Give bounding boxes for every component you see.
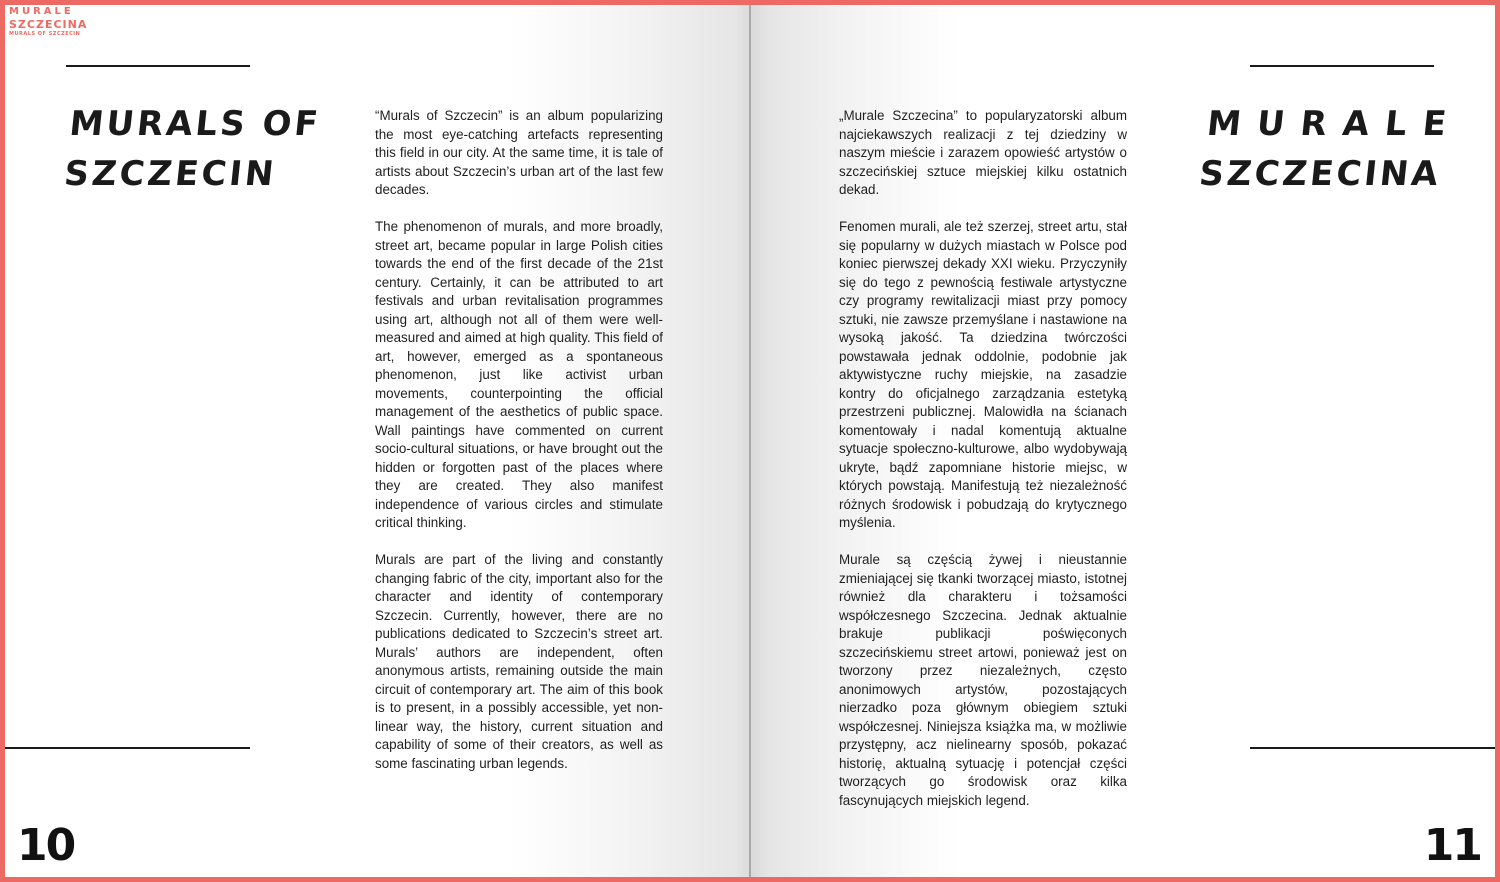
bottom-divider-right [1250,747,1495,749]
right-page [750,5,1495,877]
right-title-line-2: SZCZECINA [1196,154,1443,194]
page-number-left: 10 [17,820,75,871]
right-page-title [1196,99,1464,199]
book-spread [5,5,1495,877]
left-page-title [62,99,324,199]
right-paragraph-3: Murale są częścią żywej i nieustannie zmieniającej się tkanki tworzącej miasto, istotnej również dla charakteru i tożsamości współczesnego Szczecina. Jednak aktualnie brakuje publikacji poświęconych szczecińskiemu street artowi, ponieważ jest on tworzony przez niezależnych, często anonimowych artystów, pozostających nierzadko poza głównym obiegiem sztuki współczesnej. Niniejsza książka ma, w możliwie przystępny, acz nielinearny sposób, pokazać historię, aktualną sytuację i potencjał części tworzących go środowisk oraz kilka fascynujących miejskich legend. [839,552,1127,808]
right-paragraph-2: Fenomen murali, ale też szerzej, street artu, stał się popularny w dużych miastach w Polsce pod koniec pierwszej dekady XXI wieku. Przyczyniły się do tego z pewnością festiwale artystyczne czy programy rewitalizacji miast przy pomocy sztuki, nie zawsze przemyślane i nastawione na wysoką jakość. Ta dziedzina twórczości powstawała jednak oddolnie, podobnie jak aktywistyczne ruchy miejskie, na zasadzie kontry do oficjalnego zarządzania estetyką przestrzeni publicznej. Malowidła na ścianach komentowały i nadal komentują aktualne sytuacje społeczno-kulturowe, albo wydobywają ukryte, bądź zapomniane historie miejsc, w których powstają. Manifestują też niezależność różnych środowisk i pobudzają do krytycznego myślenia. [839,219,1127,530]
left-title-line-2: SZCZECIN [62,154,279,194]
top-divider-left [66,65,250,67]
page-number-right: 11 [1423,820,1481,871]
logo-line-2: SZCZECINA [9,18,88,31]
left-text-column [375,107,663,792]
logo-line-1: MURALE [9,6,74,17]
left-paragraph-3: Murals are part of the living and constantly changing fabric of the city, important also for the character and identity of contemporary Szczecin. Currently, however, there are no publications dedicated to Szczecin’s street art. Murals’ authors are independent, often anonymous artists, remaining outside the main circuit of contemporary art. The aim of this book is to present, in a possibly accessible, yet non-linear way, the history, current situation and capability of some of their creators, as well as some fascinating urban legends. [375,552,663,771]
right-title-line-1: MURALE [1204,104,1464,144]
book-spine [749,5,751,877]
top-divider-right [1250,65,1434,67]
left-paragraph-1: “Murals of Szczecin” is an album popularizing the most eye-catching artefacts representing this field in our city. At the same time, it is tale of artists about Szczecin’s urban art of the last few decades. [375,108,663,197]
brand-logo [9,7,87,37]
left-page [5,5,750,877]
right-paragraph-1: „Murale Szczecina” to popularyzatorski album najciekawszych realizacji z tej dziedziny w naszym mieście i zarazem opowieść artystów o szczecińskiej sztuce miejskiej kilku ostatnich dekad. [839,108,1127,197]
left-title-line-1: MURALS OF [67,104,323,144]
logo-line-3: MURALS OF SZCZECIN [9,31,81,37]
right-text-column [839,107,1127,829]
bottom-divider-left [5,747,250,749]
left-paragraph-2: The phenomenon of murals, and more broadly, street art, became popular in large Polish cities towards the end of the first decade of the 21st century. Certainly, it can be attributed to art festivals and urban revitalisation programmes using art, although not all of them were well-measured and aimed at high quality. This field of art, however, emerged as a spontaneous phenomenon, just like activist urban movements, counterpointing the official management of the aesthetics of public space. Wall paintings have commented on current socio-cultural situations, or have brought out the hidden or forgotten past of the places where they are created. They also manifest independence of various circles and stimulate critical thinking. [375,219,663,530]
